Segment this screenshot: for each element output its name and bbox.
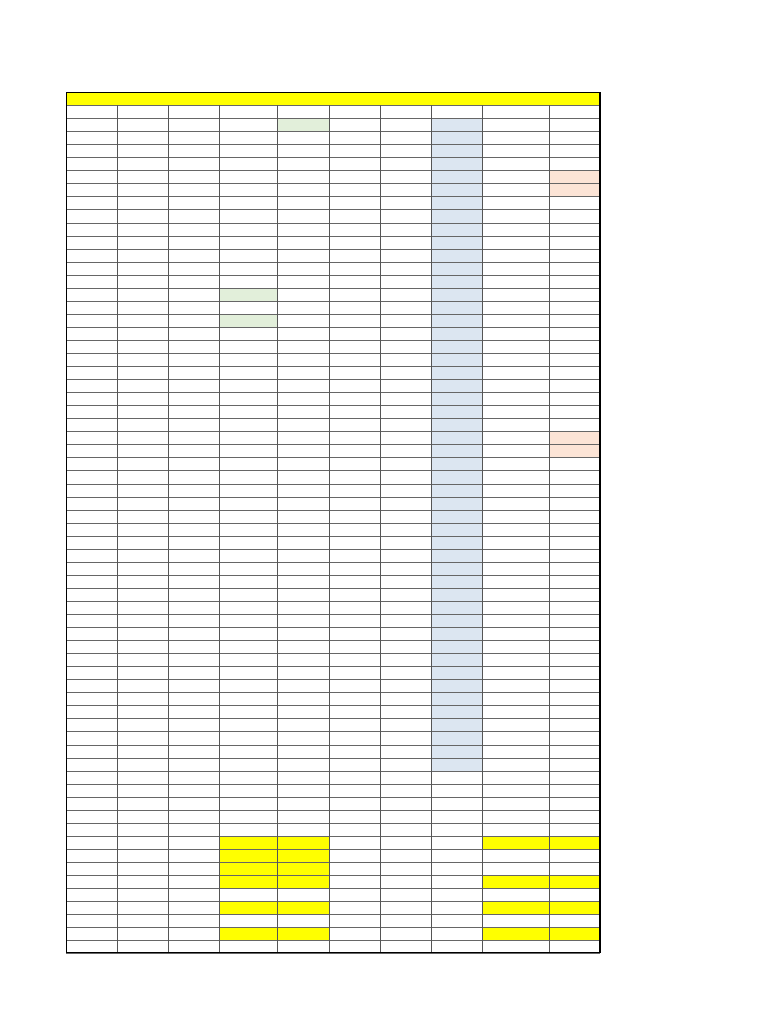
row-symbol	[329, 470, 380, 483]
row-no	[66, 758, 117, 771]
row-value	[431, 366, 482, 379]
row-symbol	[329, 209, 380, 222]
row-sub-label	[277, 249, 329, 262]
row-value	[431, 523, 482, 536]
row-desc	[117, 340, 329, 353]
result-unit	[219, 836, 329, 849]
row-unit	[482, 575, 549, 588]
row-desc	[117, 418, 329, 431]
result-cfh	[482, 888, 549, 901]
result-desc	[117, 914, 329, 927]
row-symbol	[329, 549, 380, 562]
row-desc	[117, 575, 329, 588]
row-desc	[117, 209, 329, 222]
row-desc	[117, 444, 329, 457]
result-cfh	[482, 914, 549, 927]
row-symbol	[329, 157, 380, 170]
row-desc	[117, 549, 329, 562]
row-sub-extra	[277, 301, 329, 314]
row-value	[431, 601, 482, 614]
row-desc	[117, 236, 329, 249]
row-value	[431, 157, 482, 170]
row-value	[431, 549, 482, 562]
row-symbol	[329, 418, 380, 431]
row-no	[66, 340, 117, 353]
row-symbol	[329, 183, 380, 196]
row-no	[66, 262, 117, 275]
row-value	[431, 679, 482, 692]
result-unit	[219, 901, 329, 914]
row-sub-label	[219, 301, 277, 314]
row-no	[66, 549, 117, 562]
row-no	[66, 575, 117, 588]
row-symbol	[329, 314, 380, 327]
row-value	[431, 575, 482, 588]
result-no	[66, 914, 117, 927]
row-value	[431, 497, 482, 510]
row-symbol	[329, 392, 380, 405]
row-desc	[117, 314, 329, 327]
row-no	[66, 444, 117, 457]
row-sub-extra	[277, 275, 329, 288]
row-no	[66, 470, 117, 483]
row-desc	[117, 523, 329, 536]
row-desc	[117, 679, 329, 692]
row-symbol	[329, 784, 380, 797]
result-unit	[219, 927, 329, 940]
row-desc	[117, 157, 329, 170]
row-symbol	[329, 340, 380, 353]
row-no	[66, 705, 117, 718]
row-symbol	[329, 131, 380, 144]
row-no	[66, 731, 117, 744]
row-symbol	[329, 288, 380, 301]
row-symbol	[329, 523, 380, 536]
note-air	[549, 170, 600, 183]
row-sub-label	[277, 484, 329, 497]
row-sub-label	[277, 223, 329, 236]
row-no	[66, 653, 117, 666]
header-symbol	[277, 118, 329, 131]
row-desc	[117, 262, 329, 275]
row-no	[66, 157, 117, 170]
row-value	[431, 418, 482, 431]
row-value	[431, 262, 482, 275]
row-sub-value	[431, 484, 482, 497]
row-no	[66, 236, 117, 249]
row-desc	[117, 183, 329, 196]
header-no	[66, 118, 117, 131]
result-no	[66, 888, 117, 901]
row-desc	[117, 653, 329, 666]
row-symbol	[329, 601, 380, 614]
row-desc	[117, 705, 329, 718]
row-unit	[482, 601, 549, 614]
row-symbol	[329, 653, 380, 666]
result-no	[66, 823, 117, 836]
row-sub-value	[431, 249, 482, 262]
note-darcy	[549, 431, 600, 457]
row-desc	[117, 392, 329, 405]
note-rlng	[549, 183, 600, 196]
row-no	[66, 131, 117, 144]
row-value	[431, 705, 482, 718]
result-no	[66, 849, 117, 862]
row-no	[66, 288, 117, 301]
row-symbol	[329, 575, 380, 588]
row-value	[431, 392, 482, 405]
row-value	[431, 470, 482, 483]
header-desc	[117, 118, 277, 131]
result-desc	[117, 823, 329, 836]
row-no	[66, 314, 117, 327]
result-no	[66, 862, 117, 875]
row-value	[431, 444, 482, 457]
row-symbol	[329, 758, 380, 771]
row-symbol	[329, 444, 380, 457]
row-symbol	[329, 262, 380, 275]
row-desc	[117, 470, 329, 483]
row-value	[431, 731, 482, 744]
row-no	[66, 523, 117, 536]
row-symbol	[329, 366, 380, 379]
row-desc	[117, 758, 329, 771]
result-unit	[219, 862, 329, 875]
row-desc	[117, 131, 329, 144]
row-no	[66, 366, 117, 379]
row-no	[66, 679, 117, 692]
row-no	[66, 601, 117, 614]
row-desc	[117, 366, 329, 379]
row-value	[431, 653, 482, 666]
row-desc	[117, 627, 329, 640]
row-no	[66, 784, 117, 797]
row-desc	[117, 784, 329, 797]
row-value	[431, 288, 482, 301]
sheet-title	[66, 92, 600, 105]
row-value	[431, 183, 482, 196]
row-desc	[117, 497, 329, 510]
row-desc	[117, 731, 329, 744]
row-no	[66, 183, 117, 196]
row-no	[66, 209, 117, 222]
row-symbol	[329, 731, 380, 744]
row-value	[431, 784, 482, 797]
result-desc	[117, 849, 329, 862]
row-value	[431, 314, 482, 327]
row-symbol	[329, 627, 380, 640]
row-value	[431, 236, 482, 249]
row-symbol	[329, 236, 380, 249]
result-mmscmd	[482, 901, 600, 914]
grid-line-v	[600, 92, 601, 953]
result-cfh	[482, 823, 549, 836]
row-value	[431, 758, 482, 771]
row-value	[431, 627, 482, 640]
row-desc	[117, 288, 329, 301]
row-value	[431, 340, 482, 353]
row-symbol	[329, 705, 380, 718]
result-mmscmd	[482, 836, 600, 849]
row-no	[66, 497, 117, 510]
row-value	[431, 209, 482, 222]
result-desc	[117, 888, 329, 901]
result-mmscmd	[482, 862, 600, 875]
row-no	[66, 418, 117, 431]
row-value	[431, 131, 482, 144]
result-mmscmd	[482, 927, 600, 940]
row-no	[66, 392, 117, 405]
row-sub-label	[219, 275, 277, 288]
row-sub-value	[431, 223, 482, 236]
row-symbol	[329, 679, 380, 692]
row-no	[66, 627, 117, 640]
row-symbol	[329, 497, 380, 510]
row-desc	[117, 601, 329, 614]
